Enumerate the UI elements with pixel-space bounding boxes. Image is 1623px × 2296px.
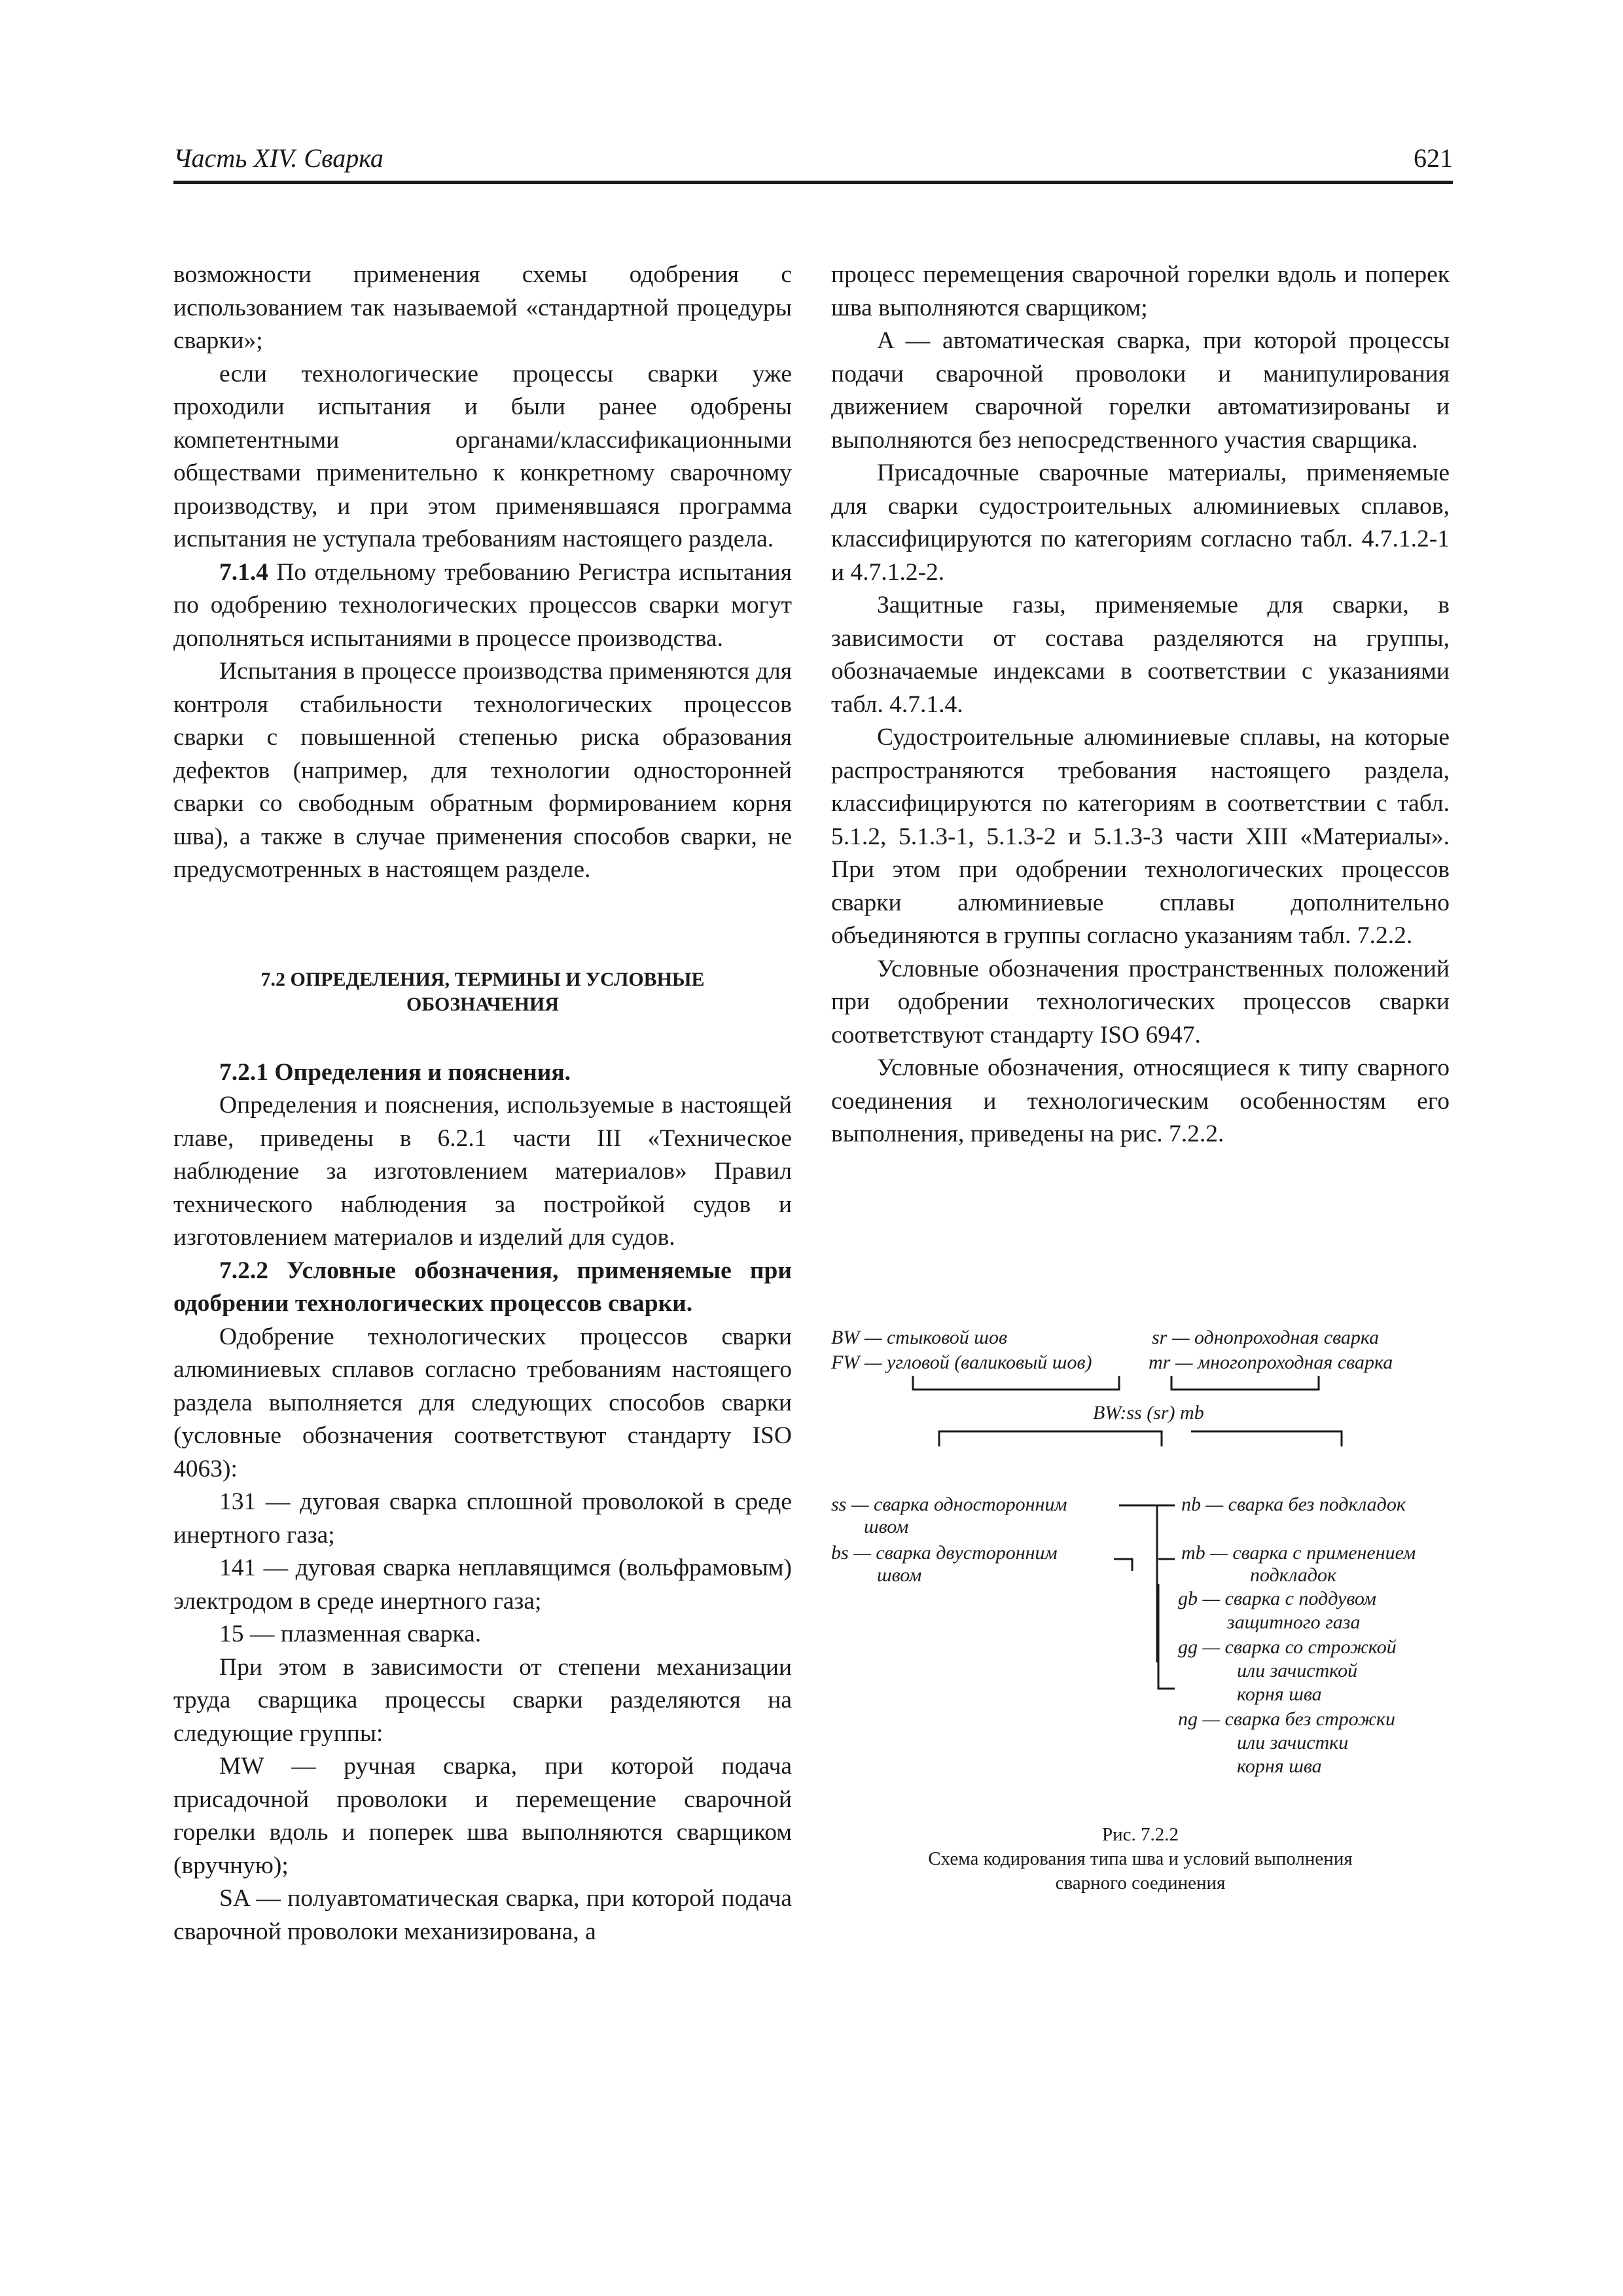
page-number: 621: [1414, 143, 1453, 173]
label-bs-cont: швом: [877, 1564, 922, 1586]
label-gg-cont: или зачисткой: [1237, 1660, 1358, 1681]
paragraph: Одобрение технологических процессов сварки алюминиевых сплавов согласно требованиям настоящего раздела выполняется для следующих способов сварки (условные обозначения соответствуют стандарту ISO 4063):: [173, 1323, 792, 1482]
label-mb: mb — сварка с применением: [1181, 1542, 1416, 1564]
connector-ss: [1119, 1505, 1157, 1662]
paragraph: Определения и пояснения, используемые в настоящей главе, приведены в 6.2.1 части III «Техническое наблюдение за изготовлением материалов» Правил технического наблюдения за постройкой судов и изготовлением материалов и изделий для судов.: [173, 1092, 792, 1251]
label-fw: FW — угловой (валиковый шов): [831, 1352, 1092, 1373]
paragraph: 141 — дуговая сварка неплавящимся (вольфрамовым) электродом в среде инертного газа;: [173, 1554, 792, 1615]
clause-text: По отдельному требованию Регистра испытания по одобрению технологических процессов сварки могут дополняться испытаниями в процессе производства.: [173, 558, 792, 652]
code-example: BW:ss (sr) mb: [1093, 1402, 1204, 1424]
left-column: [173, 259, 792, 1948]
clause-number: 7.1.4: [219, 558, 268, 586]
figure-caption: [831, 1823, 1450, 1895]
caption-line: Схема кодирования типа шва и условий выполнения: [928, 1848, 1353, 1869]
paragraph: возможности применения схемы одобрения с использованием так называемой «стандартной процедуры сварки»;: [173, 261, 792, 354]
caption-title: Рис. 7.2.2: [1101, 1824, 1179, 1845]
paragraph: если технологические процессы сварки уже проходили испытания и были ранее одобрены компетентными органами/классификационными обществами применительно к конкретному сварочному производству, и при этом применявшаяся программа испытания не уступала требованиям настоящего раздела.: [173, 360, 792, 552]
paragraph: Условные обозначения пространственных положений при одобрении технологических процессов сварки соответствуют стандарту ISO 6947.: [831, 955, 1450, 1049]
label-gb: gb — сварка с поддувом: [1178, 1588, 1376, 1609]
paragraph: [173, 556, 792, 656]
running-title: Часть XIV. Сварка: [173, 143, 383, 173]
connector-bs: [1114, 1559, 1132, 1571]
paragraph: Защитные газы, применяемые для сварки, в зависимости от состава разделяются на группы, обозначаемые индексами в соответствии с указаниями табл. 4.7.1.4.: [831, 592, 1450, 718]
label-ss-cont: швом: [864, 1516, 909, 1537]
label-mb-cont: подкладок: [1250, 1564, 1337, 1586]
paragraph: Условные обозначения, относящиеся к типу сварного соединения и технологическим особенностям его выполнения, приведены на рис. 7.2.2.: [831, 1054, 1450, 1147]
label-bw: BW — стыковой шов: [831, 1327, 1007, 1348]
label-ng-cont: или зачистки: [1237, 1732, 1349, 1753]
bracket-right-top: [1171, 1376, 1319, 1390]
right-column: [831, 259, 1450, 1151]
label-gg-cont2: корня шва: [1237, 1683, 1322, 1705]
paragraph: Присадочные сварочные материалы, применяемые для сварки судостроительных алюминиевых сплавов, классифицируются по категориям согласно табл. 4.7.1.2-1 и 4.7.1.2-2.: [831, 459, 1450, 586]
paragraph: процесс перемещения сварочной горелки вдоль и поперек шва выполняются сварщиком;: [831, 261, 1450, 321]
coding-scheme-diagram: [818, 1302, 1459, 1800]
connector-group-right: [1158, 1584, 1175, 1689]
section-title-line: 7.2 ОПРЕДЕЛЕНИЯ, ТЕРМИНЫ И УСЛОВНЫЕ: [260, 968, 705, 990]
label-gb-cont: защитного газа: [1227, 1611, 1361, 1633]
figure-7-2-2: [818, 1302, 1459, 1800]
bracket-right-bottom: [1191, 1431, 1342, 1446]
bracket-left-top: [913, 1376, 1119, 1390]
paragraph: 15 — плазменная сварка.: [219, 1621, 482, 1647]
caption-line: сварного соединения: [1055, 1873, 1226, 1893]
subsection-title: 7.2.2 Условные обозначения, применяемые при одобрении технологических процессов сварки.: [173, 1257, 792, 1317]
label-sr: sr — однопроходная сварка: [1152, 1327, 1380, 1348]
section-title-line: ОБОЗНАЧЕНИЯ: [406, 993, 559, 1015]
paragraph: Испытания в процессе производства применяются для контроля стабильности технологических процессов сварки с повышенной степенью риска образования дефектов (например, для технологии односторонней сварки со свободным обратным формированием корня шва), а также в случае применения способов сварки, не предусмотренных в настоящем разделе.: [173, 658, 792, 883]
label-ng-cont2: корня шва: [1237, 1755, 1322, 1777]
section-title: [173, 967, 792, 1017]
bracket-left-bottom: [939, 1431, 1162, 1446]
paragraph: MW — ручная сварка, при которой подача присадочной проволоки и перемещение сварочной горелки вдоль и поперек шва выполняются сварщиком (вручную);: [173, 1753, 792, 1879]
label-gg: gg — сварка со строжкой: [1178, 1636, 1397, 1658]
label-nb: nb — сварка без подкладок: [1181, 1494, 1406, 1515]
paragraph: A — автоматическая сварка, при которой процессы подачи сварочной проволоки и манипулирования движением сварочной горелки автоматизированы и выполняются без непосредственного участия сварщика.: [831, 327, 1450, 454]
paragraph: 131 — дуговая сварка сплошной проволокой в среде инертного газа;: [173, 1488, 792, 1549]
label-bs: bs — сварка двусторонним: [831, 1542, 1058, 1564]
subsection-title: 7.2.1 Определения и пояснения.: [219, 1058, 571, 1086]
page-header: [173, 143, 1453, 179]
label-ng: ng — сварка без строжки: [1178, 1708, 1395, 1730]
header-rule: [173, 181, 1453, 184]
label-ss: ss — сварка односторонним: [831, 1494, 1067, 1515]
paragraph: При этом в зависимости от степени механизации труда сварщика процессы сварки разделяются на следующие группы:: [173, 1653, 792, 1747]
paragraph: SA — полуавтоматическая сварка, при которой подача сварочной проволоки механизирована, а: [173, 1885, 792, 1945]
label-mr: mr — многопроходная сварка: [1149, 1352, 1393, 1373]
paragraph: Судостроительные алюминиевые сплавы, на которые распространяются требования настоящего раздела, классифицируются по категориям в соответствии с табл. 5.1.2, 5.1.3-1, 5.1.3-2 и 5.1.3-3 части XIII «Материалы». При этом при одобрении технологических процессов сварки алюминиевые сплавы дополнительно объединяются в группы согласно указаниям табл. 7.2.2.: [831, 724, 1450, 949]
